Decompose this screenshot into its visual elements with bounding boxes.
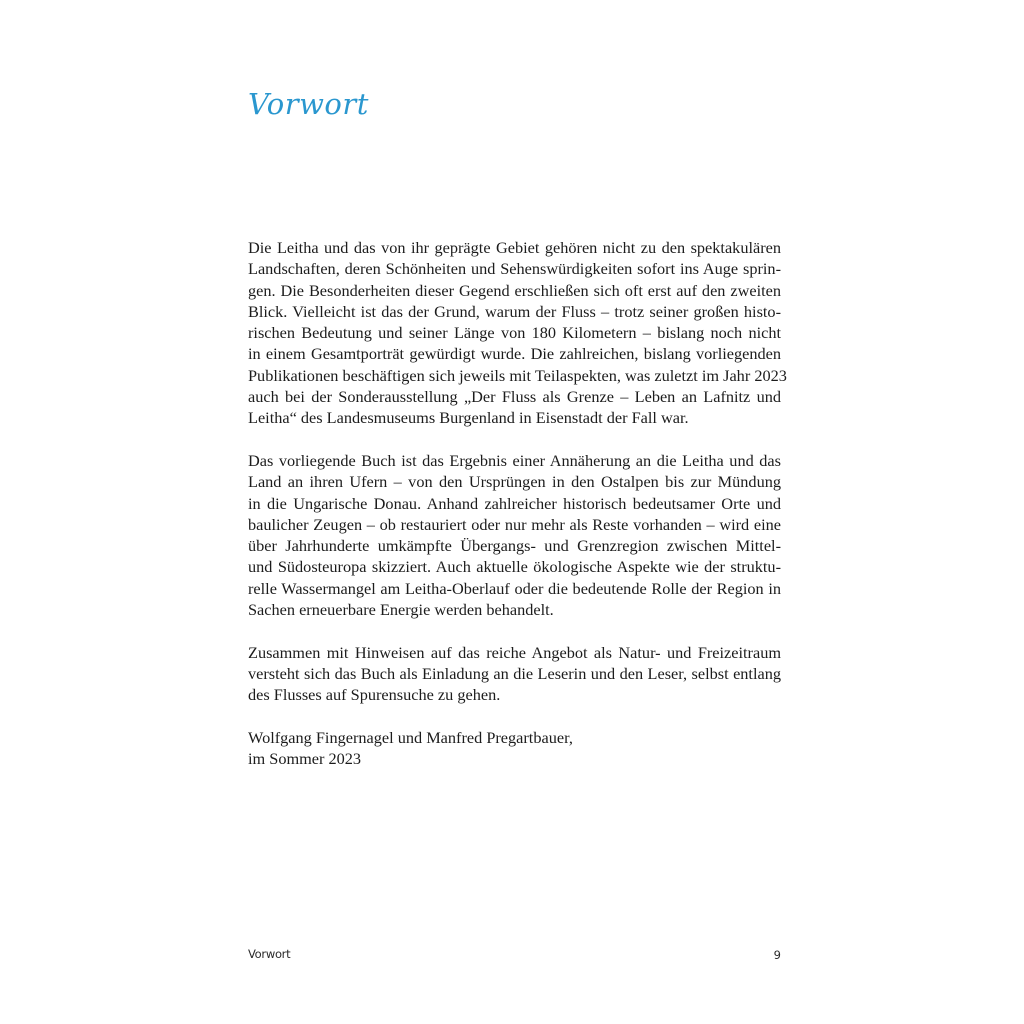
body-text [248,237,787,769]
running-footer-section: Vorwort [248,947,291,961]
text-line: über Jahrhunderte umkämpfte Übergangs- und Grenzregion zwischen Mittel- [248,536,781,556]
paragraph-intro [248,237,787,429]
page-number: 9 [773,948,781,962]
page-title: Vorwort [248,87,369,121]
text-line: versteht sich das Buch als Einladung an die Leserin und den Leser, selbst entlang [248,663,781,683]
text-line: in einem Gesamtporträt gewürdigt wurde. Die zahlreichen, bislang vorliegenden [248,344,781,364]
text-line: Land an ihren Ufern – von den Ursprüngen in den Ostalpen bis zur Mündung [248,472,781,492]
text-line: in die Ungarische Donau. Anhand zahlreicher historisch bedeutsamer Orte und [248,493,781,513]
text-line: rischen Bedeutung und seiner Länge von 180 Kilometern – bislang noch nicht [248,323,781,343]
text-line: gen. Die Besonderheiten dieser Gegend erschließen sich oft erst auf den zweiten [248,280,781,300]
text-line: Zusammen mit Hinweisen auf das reiche Angebot als Natur- und Freizeitraum [248,642,781,662]
text-line: Publikationen beschäftigen sich jeweils mit Teilaspekten, was zuletzt im Jahr 2023 [248,365,787,385]
text-line: baulicher Zeugen – ob restauriert oder nur mehr als Reste vorhanden – wird eine [248,514,781,534]
text-line: des Flusses auf Spurensuche zu gehen. [248,685,501,705]
text-line: und Südosteuropa skizziert. Auch aktuelle ökologische Aspekte wie der struktu- [248,557,781,577]
text-line: Das vorliegende Buch ist das Ergebnis einer Annäherung an die Leitha und das [248,450,781,470]
text-line: Die Leitha und das von ihr geprägte Gebiet gehören nicht zu den spektakulären [248,238,781,257]
signature-authors: Wolfgang Fingernagel und Manfred Pregartbauer, [248,727,573,747]
text-line: relle Wassermangel am Leitha-Oberlauf oder die bedeutende Rolle der Region in [248,578,781,598]
text-line: Landschaften, deren Schönheiten und Sehenswürdigkeiten sofort ins Auge sprin- [248,259,781,279]
text-line: Blick. Vielleicht ist das der Grund, warum der Fluss – trotz seiner großen histo- [248,301,781,321]
signature [248,727,781,770]
paragraph-book [248,450,781,620]
text-line: auch bei der Sonderausstellung „Der Fluss als Grenze – Leben an Lafnitz und [248,387,781,407]
text-line: Leitha“ des Landesmuseums Burgenland in Eisenstadt der Fall war. [248,408,689,428]
signature-date: im Sommer 2023 [248,749,362,769]
paragraph-invitation [248,642,781,706]
text-line: Sachen erneuerbare Energie werden behandelt. [248,600,554,620]
